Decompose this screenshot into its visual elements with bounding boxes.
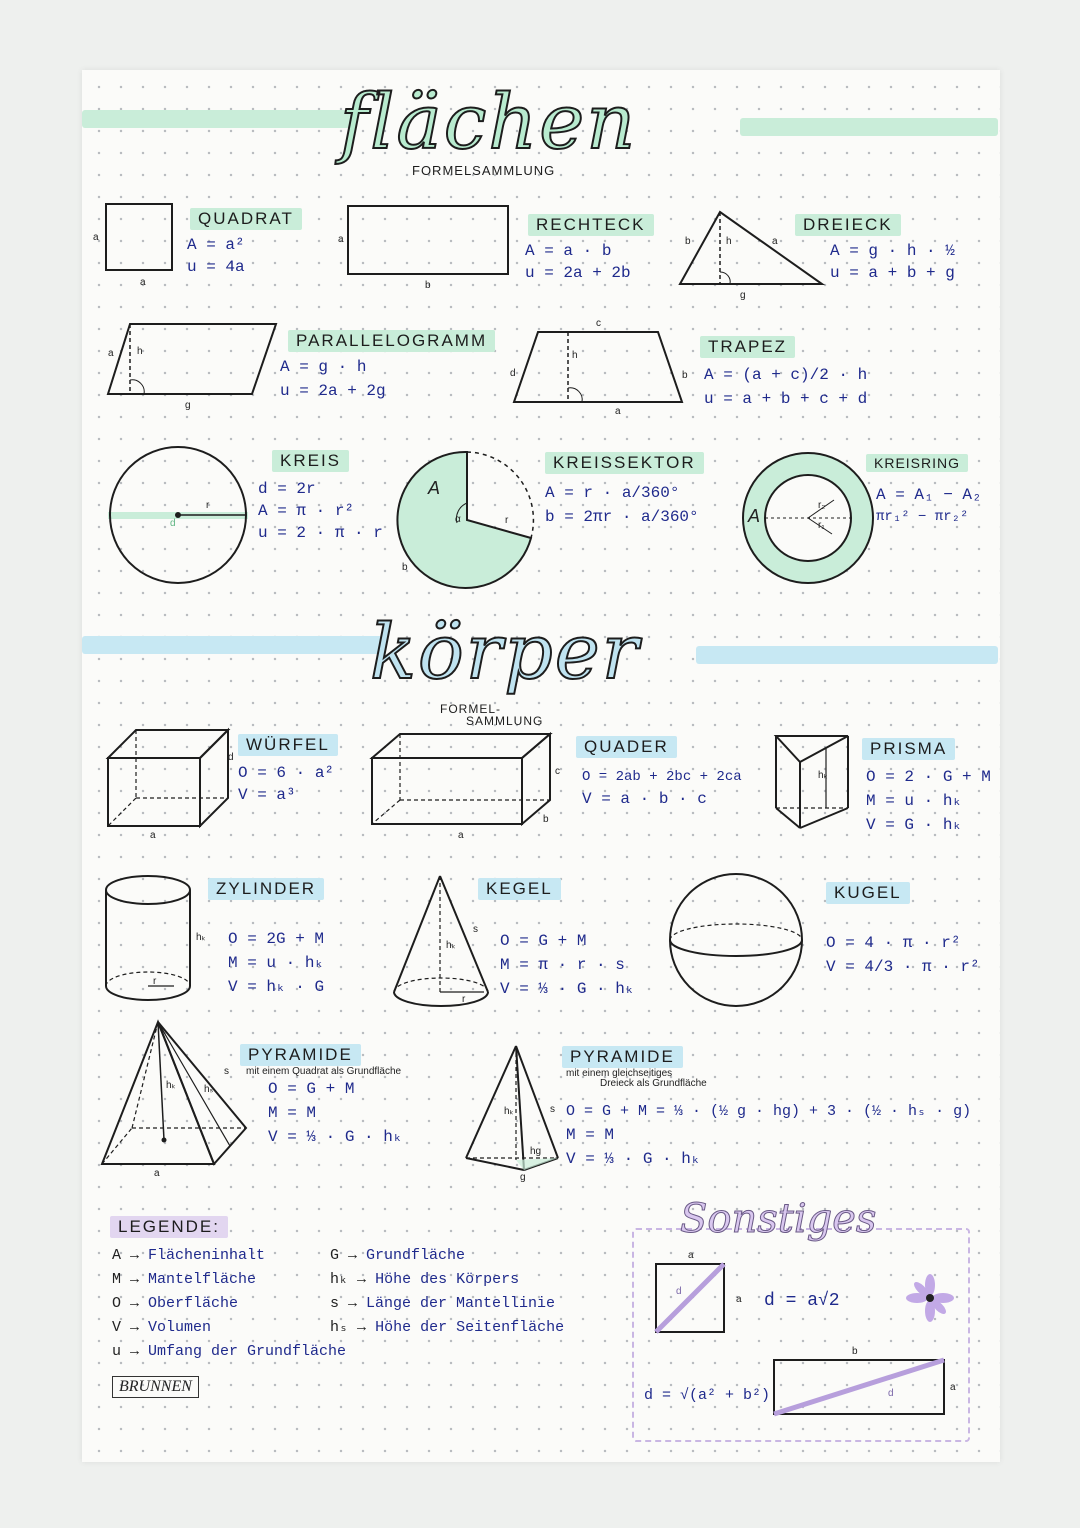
header-band-left (82, 110, 352, 128)
parallelogram-side-a-label: a (108, 348, 114, 359)
dreieck-perimeter-formula: u = a + b + g (830, 264, 955, 282)
prism-height-label: hₖ (818, 770, 828, 781)
prism-shape (770, 728, 860, 833)
square-pyramid-shape (96, 1016, 256, 1176)
trapezoid-side-b-label: b (682, 370, 688, 381)
wuerfel-volume-formula: V = a³ (238, 786, 296, 804)
pyramide2-surface-formula: O = G + M = ⅓ · (½ g · hg) + 3 · (½ · hₛ · g) (566, 1103, 972, 1120)
kreisring-area-expansion: πr₁² − πr₂² (876, 509, 969, 525)
parallelogramm-area-formula: A = g · h (280, 358, 367, 376)
legend-left-column (112, 1244, 346, 1364)
cube-shape (100, 724, 235, 834)
square-diagonal-formula: d = a√2 (764, 1291, 840, 1311)
legend-item: M → Mantelfläche (112, 1271, 257, 1288)
legend-item: G → Grundfläche (330, 1247, 466, 1264)
pyramide1-note: mit einem Quadrat als Grundfläche (246, 1066, 402, 1077)
parallelogram-height-label: h (137, 346, 143, 357)
pyramide1-surface-formula: O = G + M (268, 1080, 355, 1098)
sector-arc-label: b (402, 562, 408, 573)
pyramide2-mantle-formula: M = M (566, 1126, 615, 1144)
circle-diameter-label: d (170, 518, 176, 529)
pyramide2-volume-formula: V = ⅓ · G · hₖ (566, 1150, 701, 1168)
cylinder-height-label: hₖ (196, 932, 206, 943)
square-side-bottom-label: a (140, 277, 146, 288)
trapezoid-side-a-label: a (615, 406, 621, 417)
square-shape (100, 198, 180, 278)
header-band-right-koerper (696, 646, 998, 664)
kegel-volume-formula: V = ⅓ · G · hₖ (500, 980, 635, 998)
cone-height-label: hₖ (446, 940, 456, 951)
prisma-mantle-formula: M = u · hₖ (866, 792, 963, 810)
parallelogram-base-label: g (185, 400, 191, 411)
kreisring-heading: KREISRING (866, 454, 968, 472)
triangle-side-a-label: a (772, 236, 778, 247)
kugel-volume-formula: V = 4/3 · π · r² (826, 958, 980, 976)
rechteck-heading: RECHTECK (528, 214, 654, 236)
sector-area-label: A (428, 478, 441, 498)
zylinder-mantle-formula: M = u · hₖ (228, 954, 325, 972)
pyramid1-hs-label: hₛ (204, 1084, 214, 1095)
trapez-area-formula: A = (a + c)/2 · h (704, 366, 868, 384)
cuboid-shape (366, 728, 566, 828)
parallelogramm-heading: PARALLELOGRAMM (288, 330, 495, 352)
rechteck-area-formula: A = a · b (525, 242, 612, 260)
rectangle-shape (340, 200, 520, 280)
diag-rect-d-label: d (888, 1388, 894, 1399)
section-subtitle-flaechen: FORMELSAMMLUNG (412, 163, 556, 178)
circle-shape (104, 440, 254, 590)
pyramid1-hk-label: hₖ (166, 1080, 176, 1091)
pyramide2-heading: PYRAMIDE (562, 1046, 683, 1068)
pyramid2-hg-label: hg (530, 1146, 542, 1157)
cube-side-d-label: d (228, 752, 234, 763)
rectangle-side-b-label: b (425, 280, 431, 291)
header-band-left-koerper (82, 636, 382, 654)
pyramide2-note-2: Dreieck als Grundfläche (600, 1078, 707, 1089)
kreis-heading: KREIS (272, 450, 349, 472)
square-diagonal-shape (650, 1258, 730, 1338)
triangle-base-label: g (740, 290, 746, 301)
legend-item: u → Umfang der Grundfläche (112, 1343, 347, 1360)
pyramid2-hk-label: hₖ (504, 1106, 514, 1117)
annulus-r2-label: r₂ (818, 500, 826, 511)
rechteck-perimeter-formula: u = 2a + 2b (525, 264, 631, 282)
wuerfel-heading: WÜRFEL (238, 734, 338, 756)
cube-side-a-label: a (150, 830, 156, 841)
quadrat-perimeter-formula: u = 4a (187, 258, 245, 276)
triangle-side-b-label: b (685, 236, 691, 247)
kugel-surface-formula: O = 4 · π · r² (826, 934, 961, 952)
parallelogramm-perimeter-formula: u = 2a + 2g (280, 382, 386, 400)
triangle-height-label: h (726, 236, 732, 247)
quader-surface-formula: O = 2ab + 2bc + 2ca (582, 769, 742, 785)
circle-sector-shape (392, 445, 542, 595)
header-band-right (740, 118, 998, 136)
trapezoid-shape (508, 326, 688, 408)
rectangle-side-a-label: a (338, 234, 344, 245)
section-subtitle-koerper-2: SAMMLUNG (466, 714, 544, 728)
legend-item: hₖ → Höhe des Körpers (330, 1271, 520, 1288)
dreieck-heading: DREIECK (795, 214, 901, 236)
kreis-perimeter-formula: u = 2 · π · r (258, 524, 383, 542)
kugel-heading: KUGEL (826, 882, 910, 904)
trapez-perimeter-formula: u = a + b + c + d (704, 390, 868, 408)
annulus-area-label: A (748, 506, 761, 526)
trapezoid-side-c-label: c (596, 318, 601, 329)
pyramid1-s-label: s (224, 1066, 229, 1077)
legend-item: hₛ → Höhe der Seitenfläche (330, 1319, 565, 1336)
trapezoid-height-label: h (572, 350, 578, 361)
cuboid-side-c-label: c (555, 766, 560, 777)
prisma-heading: PRISMA (862, 738, 955, 760)
kreissektor-area-formula: A = r · a/360° (545, 484, 680, 502)
section-title-koerper: körper (370, 607, 641, 696)
flower-doodle-icon (900, 1268, 960, 1328)
legend-item: V → Volumen (112, 1319, 212, 1336)
sector-radius-label: r (505, 515, 509, 526)
circle-radius-label: r (206, 500, 210, 511)
cuboid-side-b-label: b (543, 814, 549, 825)
cylinder-radius-label: r (153, 976, 157, 987)
wuerfel-surface-formula: O = 6 · a² (238, 764, 335, 782)
legend-item: A → Flächeninhalt (112, 1247, 266, 1264)
quader-volume-formula: V = a · b · c (582, 790, 707, 808)
pyramid1-a-label: a (154, 1168, 160, 1179)
diag-square-d-label: d (676, 1286, 682, 1297)
section-title-flaechen: flächen (340, 77, 638, 166)
pyramide1-volume-formula: V = ⅓ · G · hₖ (268, 1128, 403, 1146)
kreissektor-arc-formula: b = 2πr · a/360° (545, 508, 699, 526)
zylinder-heading: ZYLINDER (208, 878, 324, 900)
sonstiges-title: Sonstiges (680, 1196, 877, 1242)
trapezoid-side-d-label: d (510, 368, 516, 379)
sphere-shape (666, 870, 806, 1010)
diag-rect-top-label: b (852, 1346, 858, 1357)
trapez-heading: TRAPEZ (700, 336, 795, 358)
section-subtitle-koerper-1: FORMEL- (440, 702, 501, 716)
legend-right-column (330, 1244, 564, 1340)
prisma-volume-formula: V = G · hₖ (866, 816, 963, 834)
quadrat-area-formula: A = a² (187, 236, 245, 254)
diag-square-top-label: a (688, 1250, 694, 1261)
legend-heading: LEGENDE: (110, 1216, 228, 1238)
kegel-mantle-formula: M = π · r · s (500, 956, 625, 974)
quadrat-heading: QUADRAT (190, 208, 302, 230)
pyramide2-note-1: mit einem gleichseitiges (566, 1068, 673, 1079)
diag-rect-side-label: a (950, 1382, 956, 1393)
cylinder-shape (100, 870, 200, 1010)
dreieck-area-formula: A = g · h · ½ (830, 242, 955, 260)
annulus-r1-label: r₁ (818, 520, 825, 531)
cone-radius-label: r (462, 994, 466, 1005)
quader-heading: QUADER (576, 736, 677, 758)
kegel-surface-formula: O = G + M (500, 932, 587, 950)
parallelogram-shape (100, 318, 285, 400)
diag-square-side-label: a (736, 1294, 742, 1305)
prisma-surface-formula: O = 2 · G + M (866, 768, 991, 786)
brand-logo: BRUNNEN (112, 1376, 199, 1398)
zylinder-volume-formula: V = hₖ · G (228, 978, 325, 996)
kegel-heading: KEGEL (478, 878, 561, 900)
sector-angle-label: α (455, 514, 461, 525)
pyramid2-s-label: s (550, 1104, 555, 1115)
pyramide1-mantle-formula: M = M (268, 1104, 317, 1122)
kreis-diameter-formula: d = 2r (258, 480, 316, 498)
kreissektor-heading: KREISSEKTOR (545, 452, 704, 474)
pyramide1-heading: PYRAMIDE (240, 1044, 361, 1066)
cone-slant-label: s (473, 924, 478, 935)
rectangle-diagonal-formula: d = √(a² + b²) (644, 1387, 771, 1404)
legend-item: s → Länge der Mantellinie (330, 1295, 556, 1312)
rectangle-diagonal-shape (770, 1356, 950, 1420)
kreisring-area-formula: A = A₁ − A₂ (876, 486, 982, 504)
square-side-a-label: a (93, 232, 99, 243)
legend-item: O → Oberfläche (112, 1295, 239, 1312)
kreis-area-formula: A = π · r² (258, 502, 355, 520)
cuboid-side-a-label: a (458, 830, 464, 841)
zylinder-surface-formula: O = 2G + M (228, 930, 325, 948)
pyramid2-g-label: g (520, 1172, 526, 1183)
